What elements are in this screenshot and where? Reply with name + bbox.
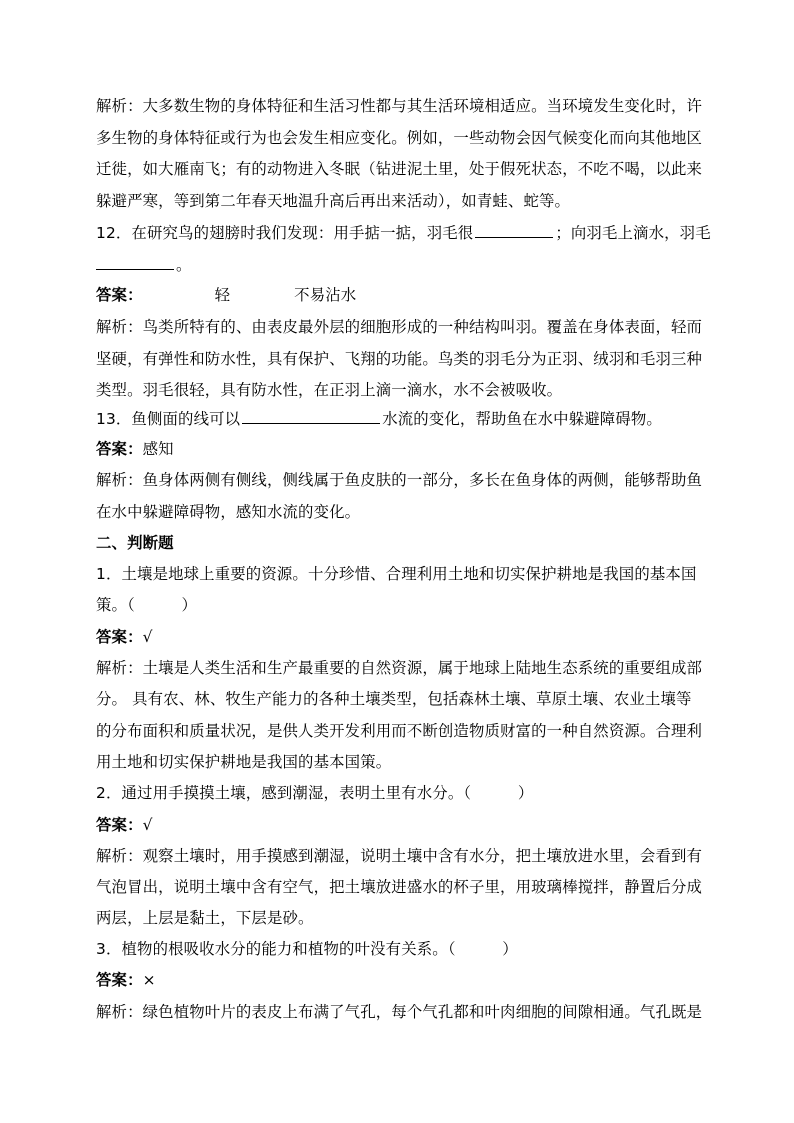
answer-j3 [96,970,156,990]
analysis-line: 解析：鱼身体两侧有侧线，侧线属于鱼皮肤的一部分，多长在鱼身体的两侧，能够帮助鱼 [96,471,703,489]
judgment-question-1: 1．土壤是地球上重要的资源。十分珍惜、合理利用土地和切实保护耕地是我国的基本国 [96,565,697,583]
analysis-line: 的分布面积和质量状况，是供人类开发利用而不断创造物质财富的一种自然资源。合理利 [96,722,703,740]
question-12-text-b: ；向羽毛上滴水，羽毛 [555,224,711,242]
question-12 [96,222,711,243]
analysis-line: 解析：土壤是人类生活和生产最重要的自然资源，属于地球上陆地生态系统的重要组成部 [96,659,703,677]
question-12-text-c: 。 [176,256,192,274]
answer-13 [96,439,174,459]
question-12-text-a: 12．在研究鸟的翅膀时我们发现：用手掂一掂，羽毛很 [96,224,474,242]
answer-label: 答案： [96,816,143,834]
answer-value: √ [142,816,153,834]
answer-label: 答案： [96,440,143,458]
analysis-line: 类型。羽毛很轻，具有防水性，在正羽上滴一滴水，水不会被吸收。 [96,381,563,399]
analysis-line: 解析：鸟类所特有的、由表皮最外层的细胞形成的一种结构叫羽。覆盖在身体表面，轻而 [96,318,703,336]
answer-j2 [96,815,153,835]
answer-blank [475,222,553,238]
analysis-line: 在水中躲避障碍物，感知水流的变化。 [96,503,361,521]
judgment-question-1-cont: 策。（ ） [96,596,198,614]
answer-12 [96,285,356,305]
analysis-line: 坚硬，有弹性和防水性，具有保护、飞翔的功能。鸟类的羽毛分为正羽、绒羽和毛羽三种 [96,350,703,368]
answer-value: √ [142,628,153,646]
answer-blank [96,254,174,270]
question-13-text-a: 13．鱼侧面的线可以 [96,410,241,428]
judgment-question-2: 2．通过用手摸摸土壤，感到潮湿，表明土里有水分。（ ） [96,784,534,802]
analysis-line: 多生物的身体特征或行为也会发生相应变化。例如，一些动物会因气候变化而向其他地区 [96,129,703,147]
analysis-line: 解析：观察土壤时，用手摸感到潮湿，说明土壤中含有水分，把土壤放进水里，会看到有 [96,847,703,865]
section-heading: 二、判断题 [96,534,174,552]
answer-value: × [142,971,156,989]
answer-value: 感知 [142,440,174,458]
analysis-line: 迁徙，如大雁南飞；有的动物进入冬眠（钻进泥土里，处于假死状态，不吃不喝，以此来 [96,160,703,178]
analysis-line: 用土地和切实保护耕地是我国的基本国策。 [96,753,392,771]
answer-label: 答案： [96,286,143,304]
question-13-text-b: 水流的变化，帮助鱼在水中躲避障碍物。 [382,410,662,428]
answer-label: 答案： [96,628,143,646]
answer-value-1: 轻 [214,286,231,304]
answer-j1 [96,627,153,647]
answer-value-2: 不易沾水 [294,286,357,304]
question-12-cont [96,254,192,275]
question-13 [96,408,662,429]
analysis-line: 分。 具有农、林、牧生产能力的各种土壤类型，包括森林土壤、草原土壤、农业土壤等 [96,690,692,708]
analysis-line: 两层，上层是黏土，下层是砂。 [96,909,314,927]
judgment-question-3: 3．植物的根吸收水分的能力和植物的叶没有关系。（ ） [96,940,518,958]
analysis-line: 躲避严寒，等到第二年春天地温升高后再出来活动），如青蛙、蛇等。 [96,192,571,210]
analysis-line: 解析：大多数生物的身体特征和生活习性都与其生活环境相适应。当环境发生变化时，许 [96,97,703,115]
analysis-line: 气泡冒出，说明土壤中含有空气，把土壤放进盛水的杯子里，用玻璃棒搅拌，静置后分成 [96,878,703,896]
answer-label: 答案： [96,971,143,989]
answer-blank [242,408,380,424]
analysis-line: 解析：绿色植物叶片的表皮上布满了气孔，每个气孔都和叶肉细胞的间隙相通。气孔既是 [96,1003,703,1021]
